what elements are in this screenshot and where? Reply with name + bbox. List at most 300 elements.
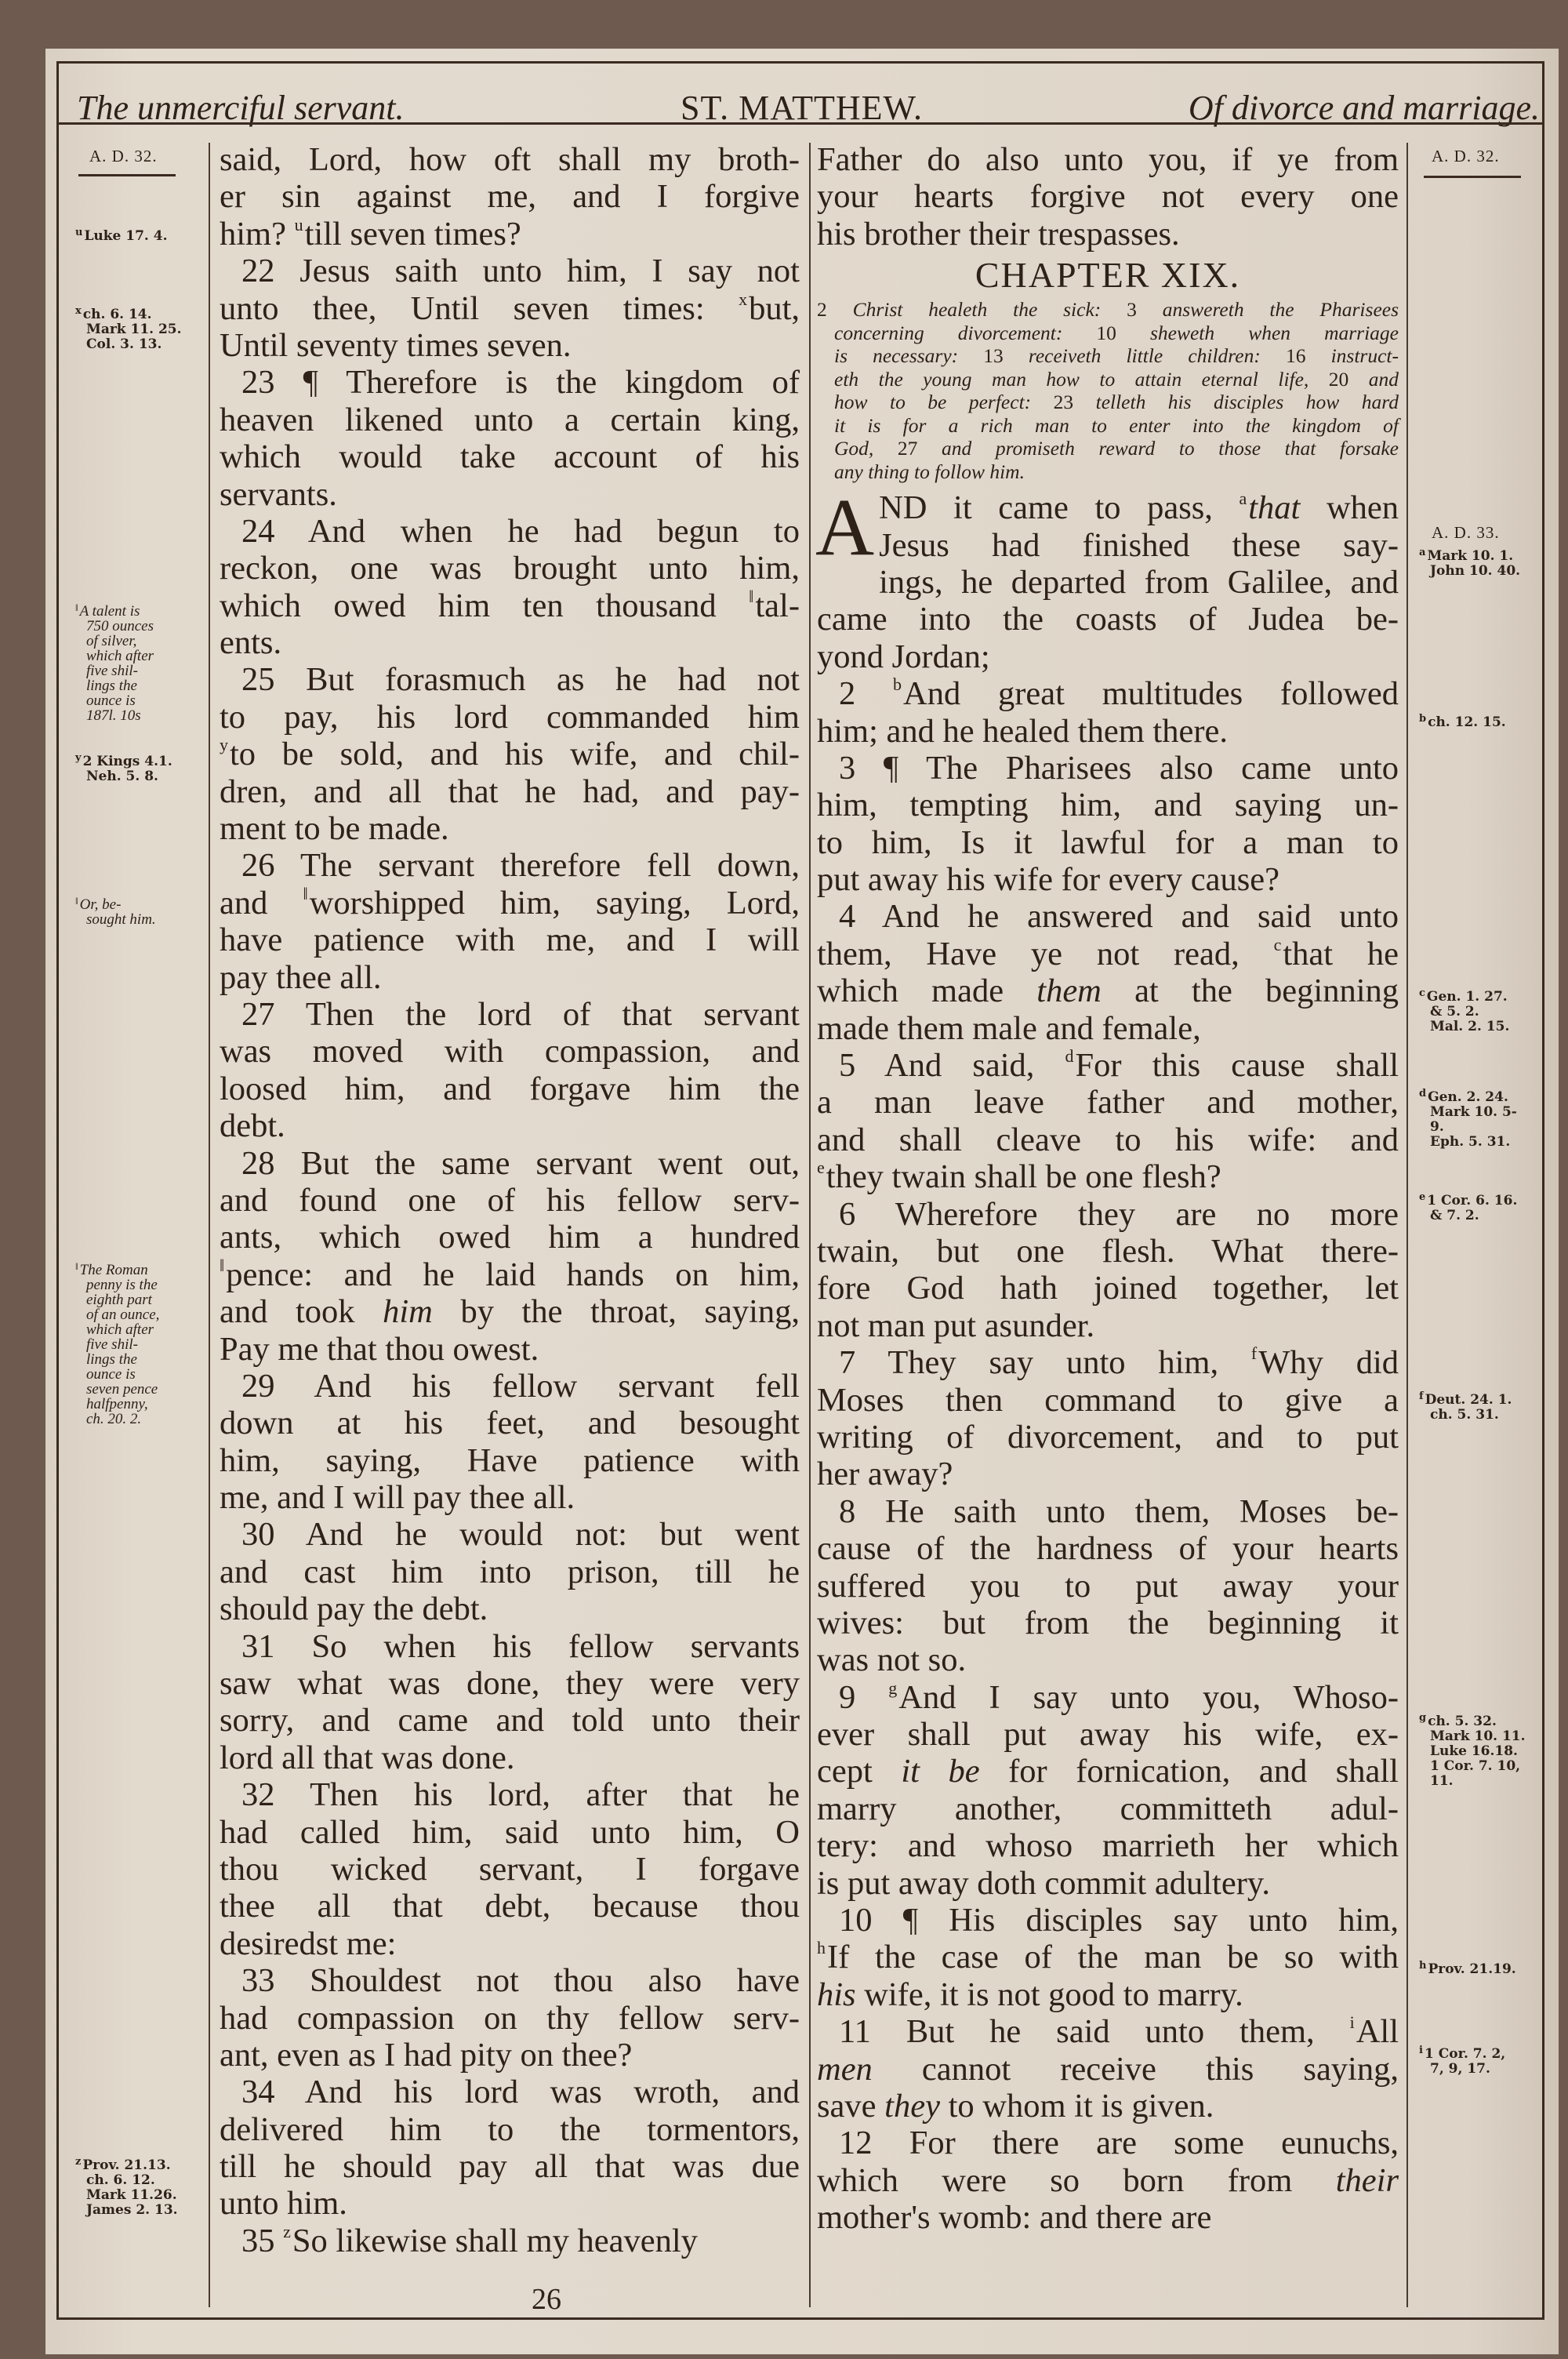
verse-line-text: 32 Then his lord, after that he [241,1776,800,1814]
verse-line-text: 24 And when he had begun to [241,512,800,550]
verse-line-text: said, Lord, how oft shall my broth- [220,141,800,178]
footnote-mark: f [1250,1343,1258,1364]
summary-line: is necessary: 13 receiveth little children: 16 instruct- [834,344,1399,368]
verse-line-start [220,1516,800,1553]
verse-line-start [220,1776,800,1813]
margin-note-text: Neh. 5. 8. [86,769,158,784]
margin-note-mark: e [1419,1191,1426,1203]
verse-line-start [817,750,1399,787]
verse-line-text: heaven likened unto a certain king, [220,401,800,438]
margin-note-mark: y [75,752,82,764]
verse-line-text: saw what was done, they were very [220,1665,800,1703]
verse-line [220,2148,800,2185]
margin-note-text: ch. 5. 31. [1430,1407,1499,1423]
verse-line-start [220,513,800,550]
summary-line: any thing to follow him. [834,460,1025,483]
margin-note-text: of an ounce, [86,1307,160,1323]
verse-line-start [817,1196,1399,1233]
italic-word: it be [901,1753,980,1790]
margin-note-line [1419,1390,1512,1408]
margin-note-text: ch. 12. 15. [1428,714,1506,730]
margin-reference-note [75,754,172,784]
verse-line-source [817,1047,818,1048]
verse-line-text: have patience with me, and I will [220,921,800,959]
italic-word: them [1036,972,1102,1010]
margin-note-line [1419,1962,1516,1977]
margin-note-mark: ‖ [75,1260,78,1272]
verse-line [220,1590,800,1627]
margin-note-text: Deut. 24. 1. [1425,1392,1512,1408]
verse-line-text: servants. [220,475,337,513]
verse-line [220,1033,800,1070]
margin-note-mark: h [1419,1960,1427,1972]
margin-note-line [75,693,154,708]
verse-line-text: writing of divorcement, and to put [817,1418,1399,1456]
verse-line-text: them, Have ye not read, $^c$that he [817,934,1399,972]
verse-line [220,1107,800,1144]
margin-note-text: A talent is [79,603,140,620]
margin-reference-note [75,604,154,723]
margin-note-text: The Roman [79,1262,148,1278]
right-text-column [817,141,1399,2237]
summary-verse-number: 3 [1127,298,1137,322]
summary-line: it is for a rich man to enter into the kingdom of [834,413,1399,437]
margin-reference-note [75,229,168,244]
margin-note-text: ch. 5. 32. [1428,1714,1497,1729]
right-margin-rule [1406,143,1408,2307]
verse-line-text: ants, which owed him a hundred [220,1219,800,1256]
footnote-mark: y [220,735,228,755]
verse-line [220,2037,800,2074]
verse-line [220,327,800,364]
verse-line-start [817,1902,1399,1939]
margin-reference-note [1419,549,1520,579]
verse-line [817,1456,1399,1492]
margin-note-text: Eph. 5. 31. [1430,1134,1511,1150]
margin-note-line [75,2188,178,2203]
margin-note-text: 1 Cor. 7. 2, [1424,2046,1506,2062]
verse-line-text: 5 And said, $^d$For this cause shall [839,1046,1399,1085]
verse-line-text: your hearts forgive not every one [817,178,1399,216]
verse-line-text: him, saying, Have patience with [220,1441,800,1479]
verse-line [220,810,800,847]
verse-line-start [220,364,800,401]
verse-line-start [817,675,1399,712]
margin-reference-note [1419,1962,1516,1977]
verse-line-text: which would take account of his [220,438,800,476]
verse-line-text: was moved with compassion, and [220,1033,800,1070]
margin-note-text: eighth part [86,1292,152,1308]
chapter-title: CHAPTER XIX. [975,255,1241,296]
verse-line-text: unto him. [220,2185,347,2223]
verse-line-text: 28 But the same servant went out, [241,1144,800,1182]
verse-line-text: 8 He saith unto them, Moses be- [839,1492,1399,1530]
verse-line [817,178,1399,215]
margin-note-text: ch. 20. 2. [86,1411,142,1427]
verse-line [817,2162,1399,2199]
margin-reference-note [75,2158,178,2218]
footnote-mark: x [739,289,748,309]
verse-line-text: unto thee, Until seven times: $^x$but, [220,289,800,327]
margin-note-mark: g [1419,1712,1427,1724]
verse-line [817,564,1399,601]
verse-line [817,2051,1399,2088]
verse-line [817,2088,1399,2125]
margin-note-text: John 10. 40. [1430,563,1521,579]
verse-line-text: is put away doth commit adultery. [817,1864,1270,1902]
verse-line-text: 25 But forasmuch as he had not [241,661,800,699]
verse-line-text: 9 $^g$And I say unto you, Whoso- [839,1677,1399,1716]
verse-line-text: er sin against me, and I forgive [220,178,800,216]
verse-line-text: Jesus had finished these say- [879,526,1399,564]
verse-line [817,972,1399,1009]
verse-line [817,861,1399,898]
margin-note-text: James 2. 13. [86,2202,178,2218]
italic-word: that [1248,489,1301,527]
verse-line-text: wives: but from the beginning it [817,1604,1399,1641]
margin-note-line [75,337,182,352]
margin-reference-note [1419,987,1510,1034]
margin-note-line [1419,564,1520,579]
margin-note-line [75,634,154,649]
verse-line [220,587,800,624]
margin-note-line [75,322,182,337]
verse-line [220,921,800,958]
verse-line [817,141,1399,178]
verse-line-text: men cannot receive this saying, [817,2050,1399,2088]
verse-line-text: suffered you to put away your [817,1567,1399,1605]
verse-line [220,141,800,178]
verse-line-text: not man put asunder. [817,1307,1095,1344]
verse-line [220,1702,800,1739]
header-left-title: The unmerciful servant. [77,89,405,127]
margin-note-text: & 7. 2. [1430,1208,1479,1223]
footnote-mark: z [283,2221,291,2241]
margin-note-mark: z [75,2156,82,2168]
verse-line [817,1010,1399,1047]
margin-note-text: ch. 6. 14. [82,307,152,322]
verse-line [220,1739,800,1776]
margin-reference-note [75,1260,160,1427]
summary-line: God, 27 and promiseth reward to those that forsake [834,437,1399,460]
margin-note-line [75,619,154,634]
margin-note-line [75,1367,159,1382]
margin-note-text: seven pence [86,1381,158,1398]
verse-line-text: dren, and all that he had, and pay- [220,772,800,810]
margin-note-line [75,1278,159,1292]
margin-note-text: Gen. 2. 24. [1428,1089,1508,1105]
summary-verse-number: 23 [1053,391,1074,414]
verse-line-source [817,2013,818,2014]
verse-line-start [220,253,800,289]
verse-line-text: save they to whom it is given. [817,2087,1214,2125]
verse-line [220,1925,800,1962]
verse-line-start [220,1368,800,1405]
verse-line-text: should pay the debt. [220,1590,488,1628]
italic-word: they [884,2087,940,2125]
verse-line [817,1530,1399,1567]
verse-line [220,178,800,215]
verse-line-text: debt. [220,1107,285,1145]
verse-line-text: 7 They say unto him, $^f$Why did [839,1343,1399,1382]
margin-reference-note [1419,1390,1512,1423]
margin-note-text: Col. 3. 13. [86,336,162,352]
verse-line [817,527,1399,564]
summary-line: how to be perfect: 23 telleth his disciples how hard [834,391,1399,414]
verse-line-text: 23 ¶ Therefore is the kingdom of [241,364,800,402]
verse-line [817,1605,1399,1641]
verse-line [817,1158,1399,1195]
verse-line [817,216,1399,253]
margin-note-line [75,1322,159,1337]
verse-line [817,1382,1399,1419]
margin-note-line [1419,987,1509,1005]
running-header [77,75,1559,138]
footnote-mark: ‖ [220,1255,225,1275]
verse-line-text: mother's womb: and there are [817,2199,1212,2237]
margin-note-text: five shil- [86,663,138,679]
margin-note-text: Or, be- [79,896,122,913]
margin-note-line [1419,1759,1526,1774]
margin-note-line [1419,1120,1517,1135]
margin-note-line [1419,1135,1517,1150]
center-column-rule [809,143,811,2307]
right-margin-year-mid: A. D. 33. [1432,523,1500,542]
footnote-mark: h [817,1938,826,1958]
verse-line [220,476,800,513]
footnote-mark: g [888,1677,898,1698]
verse-line-source [817,1679,818,1680]
margin-note-text: Mark 10. 11. [1430,1728,1526,1744]
verse-line [817,1307,1399,1344]
verse-line [817,1121,1399,1158]
verse-line [220,699,800,736]
footnote-mark: e [817,1158,825,1178]
verse-line [817,824,1399,861]
margin-reference-note [1419,715,1506,730]
margin-note-line [75,229,168,244]
verse-line-text: tery: and whoso marrieth her which [817,1827,1399,1865]
verse-line-text: her away? [817,1456,953,1493]
verse-line-text: Until seventy times seven. [220,326,572,364]
verse-line-text: 6 Wherefore they are no more [839,1195,1399,1233]
chapter-body [815,482,1399,2237]
verse-line-text: 2 $^b$And great multitudes followed [839,674,1399,713]
verse-line [817,1084,1399,1121]
verse-line [817,1568,1399,1605]
left-year-rule [78,174,176,176]
verse-line [220,216,800,253]
summary-line: concerning divorcement: 10 sheweth when marriage [834,321,1399,344]
verse-line [220,290,800,327]
verse-line-text: yond Jordan; [817,638,990,675]
verse-line-text: 4 And he answered and said unto [839,898,1399,936]
footnote-mark: b [893,674,902,695]
margin-note-line [75,1292,159,1307]
margin-note-line [75,1397,159,1412]
verse-line-start [220,1962,800,1999]
summary-verse-number: 2 [817,298,827,322]
summary-line: eth the young man how to attain eternal life, 20 and [834,367,1399,391]
verse-line-text: 27 Then the lord of that servant [241,995,800,1033]
verse-line-text: 3 ¶ The Pharisees also came unto [839,749,1399,787]
verse-line-text: ever shall put away his wife, ex- [817,1716,1399,1754]
verse-line-text: made them male and female, [817,1009,1201,1047]
margin-note-line [1419,1090,1517,1105]
verse-line-text: ‖pence: and he laid hands on him, [220,1255,800,1293]
margin-note-line [75,1352,159,1367]
verse-line-start [220,847,800,884]
verse-line-text: his wife, it is not good to marry. [817,1976,1243,2013]
verse-line-text: desiredst me: [220,1925,397,1962]
margin-note-text: of silver, [86,633,137,649]
verse-line-source [817,489,818,490]
margin-note-mark: u [75,227,83,238]
verse-line [220,624,800,661]
verse-line [220,1442,800,1479]
verse-line [220,1665,800,1702]
margin-note-line [75,769,172,784]
verse-line [220,1256,800,1293]
verse-line-text: sorry, and came and told unto their [220,1702,800,1739]
verse-line [817,713,1399,750]
margin-note-text: Mark 10. 5- [1430,1104,1517,1120]
margin-note-line [75,1307,159,1322]
verse-line-text: marry another, committeth adul- [817,1790,1399,1827]
italic-word: him [383,1293,433,1331]
verse-line [220,1331,800,1368]
footnote-mark: a [1239,489,1247,509]
verse-line [817,1865,1399,1902]
margin-note-line [1419,549,1520,564]
verse-line-text: Father do also unto you, if ye from [817,141,1399,178]
verse-line-text: $^e$they twain shall be one flesh? [817,1158,1221,1196]
verse-line-start [817,1047,1399,1084]
margin-note-text: Luke 17. 4. [84,228,168,244]
margin-note-line [75,678,154,693]
verse-line [817,787,1399,823]
verse-line-text: which made them at the beginning [817,972,1399,1010]
footnote-mark: ‖ [303,883,308,903]
verse-line [220,959,800,996]
verse-line-text: 11 But he said unto them, $^i$All [839,2012,1399,2051]
verse-line-start [817,2125,1399,2161]
margin-note-text: which after [86,1321,154,1338]
footnote-mark: d [1065,1046,1074,1067]
verse-line-text: to pay, his lord commanded him [220,698,800,736]
verse-line-text: ant, even as I had pity on thee? [220,2036,633,2074]
margin-note-line [1419,1191,1518,1209]
verse-line [817,1827,1399,1864]
margin-reference-note [1419,2047,1505,2077]
margin-reference-note [75,897,156,927]
italic-word: men [817,2050,873,2088]
margin-note-text: 2 Kings 4.1. [82,754,172,769]
margin-note-text: ounce is [86,692,136,709]
verse-line [817,1419,1399,1456]
verse-line-text: Moses then command to give a [817,1381,1399,1419]
verse-line [220,1405,800,1441]
verse-line [817,936,1399,972]
verse-line [220,2185,800,2222]
verse-line-text: down at his feet, and besought [220,1405,800,1442]
margin-note-line [1419,715,1506,730]
verse-line-text: his brother their trespasses. [817,215,1180,253]
verse-line [817,1939,1399,1976]
margin-note-text: ch. 6. 12. [86,2172,155,2188]
verse-line [220,1851,800,1888]
verse-line [817,1976,1399,2013]
right-margin-year-top: A. D. 32. [1432,147,1500,165]
verse-line-start [817,1344,1399,1381]
verse-line-text: $^y$to be sold, and his wife, and chil- [220,735,800,773]
margin-note-line [1419,1729,1526,1744]
margin-note-mark: f [1419,1390,1424,1402]
verse-line-start [817,898,1399,935]
verse-line-text: him? $^u$till seven times? [220,214,521,253]
verse-line-start [817,1679,1399,1716]
margin-note-line [75,663,154,678]
verse-line [817,1233,1399,1270]
margin-note-mark: b [1419,713,1427,725]
verse-line [220,885,800,921]
left-margin-year: A. D. 32. [89,147,158,165]
verse-line-text: pay thee all. [220,958,382,996]
verse-line-text: delivered him to the tormentors, [220,2110,800,2148]
margin-note-text: 1 Cor. 6. 16. [1427,1193,1518,1209]
margin-note-mark: a [1419,547,1426,558]
verse-line [220,1888,800,1925]
verse-line [220,2000,800,2037]
verse-line [220,438,800,475]
verse-line-text: was not so. [817,1641,967,1679]
summary-verse-number: 20 [1328,367,1349,391]
margin-note-text: halfpenny, [86,1396,148,1412]
verse-line-text: had compassion on thy fellow serv- [220,1999,800,2037]
verse-line [817,1716,1399,1753]
verse-line-text: a man leave father and mother, [817,1084,1399,1121]
verse-line-start [220,996,800,1033]
verse-line [220,1479,800,1516]
summary-verse-number: 16 [1285,344,1306,368]
verse-line [220,1293,800,1330]
margin-note-text: ounce is [86,1366,136,1383]
margin-note-line [1419,2047,1505,2062]
verse-line-text: 10 ¶ His disciples say unto him, [839,1902,1399,1939]
verse-line [220,550,800,587]
margin-note-mark: c [1419,987,1425,999]
margin-note-text: 9. [1430,1119,1444,1135]
verse-line [220,2111,800,2148]
margin-note-text: lings the [86,1351,137,1368]
verse-line-start [817,1493,1399,1530]
margin-note-mark: d [1419,1088,1427,1100]
verse-line-text: ents. [220,624,282,662]
margin-note-line [75,307,182,322]
margin-note-mark: i [1419,2045,1423,2056]
summary-line: 2 Christ healeth the sick: 3 answereth the Pharisees [817,298,1399,322]
summary-verse-number: 13 [983,344,1004,368]
verse-line [220,1182,800,1219]
verse-line [220,1554,800,1590]
margin-note-line [75,708,154,723]
verse-line-text: 22 Jesus saith unto him, I say not [241,253,800,290]
bible-page [45,49,1559,2354]
verse-line-text: 30 And he would not: but went [241,1516,800,1554]
verse-line-text: ings, he departed from Galilee, and [879,563,1399,601]
margin-note-text: 1 Cor. 7. 10, [1430,1758,1521,1774]
verse-line-text: ment to be made. [220,810,449,848]
